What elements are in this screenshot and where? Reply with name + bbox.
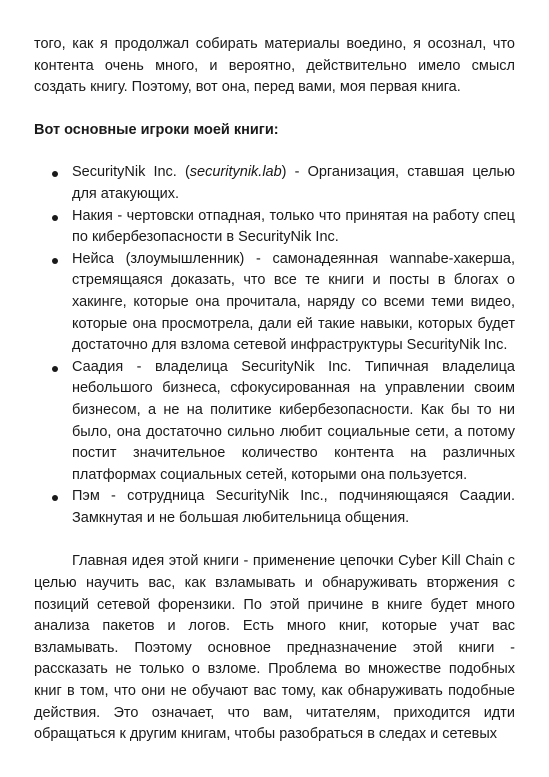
bullet-icon xyxy=(52,258,58,264)
players-heading: Вот основные игроки моей книги: xyxy=(34,121,279,138)
bullet-icon xyxy=(52,366,58,372)
list-item-text: Саадия - владелица SecurityNik Inc. Типичная владелица небольшого бизнеса, сфокусированная на управлении своим бизнесом, а не на политике кибербезопасности. Как бы то ни было, она достаточно сильно любит социальные сети, а потому постит значительное количество контента на различных платформах социальных сетей, которыми она пользуется. xyxy=(72,358,515,483)
list-item xyxy=(34,206,515,249)
list-item-text: Нейса (злоумышленник) - самонадеянная wannabe-хакерша, стремящаяся доказать, что все те книги и посты в блогах о хакинге, которые она прочитала, наряду со всеми теми видео, которые она просмотрела, дали ей такие навыки, которых будет достаточно для взлома сетевой инфраструктуры SecurityNik Inc. xyxy=(72,250,515,354)
list-item-italic: securitynik.lab xyxy=(189,164,282,181)
document-page xyxy=(34,34,515,746)
list-item xyxy=(34,357,515,487)
list-item-text-start: SecurityNik Inc. ( xyxy=(72,164,190,181)
bullet-icon xyxy=(52,495,58,501)
list-item-text: Накия - чертовски отпадная, только что принятая на работу спец по кибербезопасности в SecurityNik Inc. xyxy=(72,207,515,246)
list-item-text: Пэм - сотрудница SecurityNik Inc., подчиняющаяся Саадии. Замкнутая и не большая любительница общения. xyxy=(72,488,515,526)
list-item-text-end: ) - Организация, ставшая целью для атакующих. xyxy=(72,164,515,202)
intro-paragraph: того, как я продолжал собирать материалы воедино, я осознал, что контента очень много, и вероятно, действительно имело смысл создать книгу. Поэтому, вот она, перед вами, моя первая книга. xyxy=(34,36,515,96)
players-list xyxy=(34,162,515,529)
list-item xyxy=(34,249,515,357)
list-item xyxy=(34,486,515,529)
bullet-icon xyxy=(52,215,58,221)
main-paragraph: Главная идея этой книги - применение цепочки Cyber Kill Chain с целью научить вас, как взламывать и обнаруживать вторжения с позиций сетевой форензики. По этой причине в книге будет много анализа пакетов и логов. Есть много книг, которые учат вас взламывать. Поэтому основное предназначение этой книги - рассказать не только о взломе. Проблема во множестве подобных книг в том, что они не обучают вас тому, как обнаруживать подобные действия. Это означает, что вам, читателям, приходится идти обращаться к другим книгам, чтобы разобраться в следах и сетевых xyxy=(34,553,515,743)
bullet-icon xyxy=(52,171,58,177)
list-item xyxy=(34,162,515,205)
